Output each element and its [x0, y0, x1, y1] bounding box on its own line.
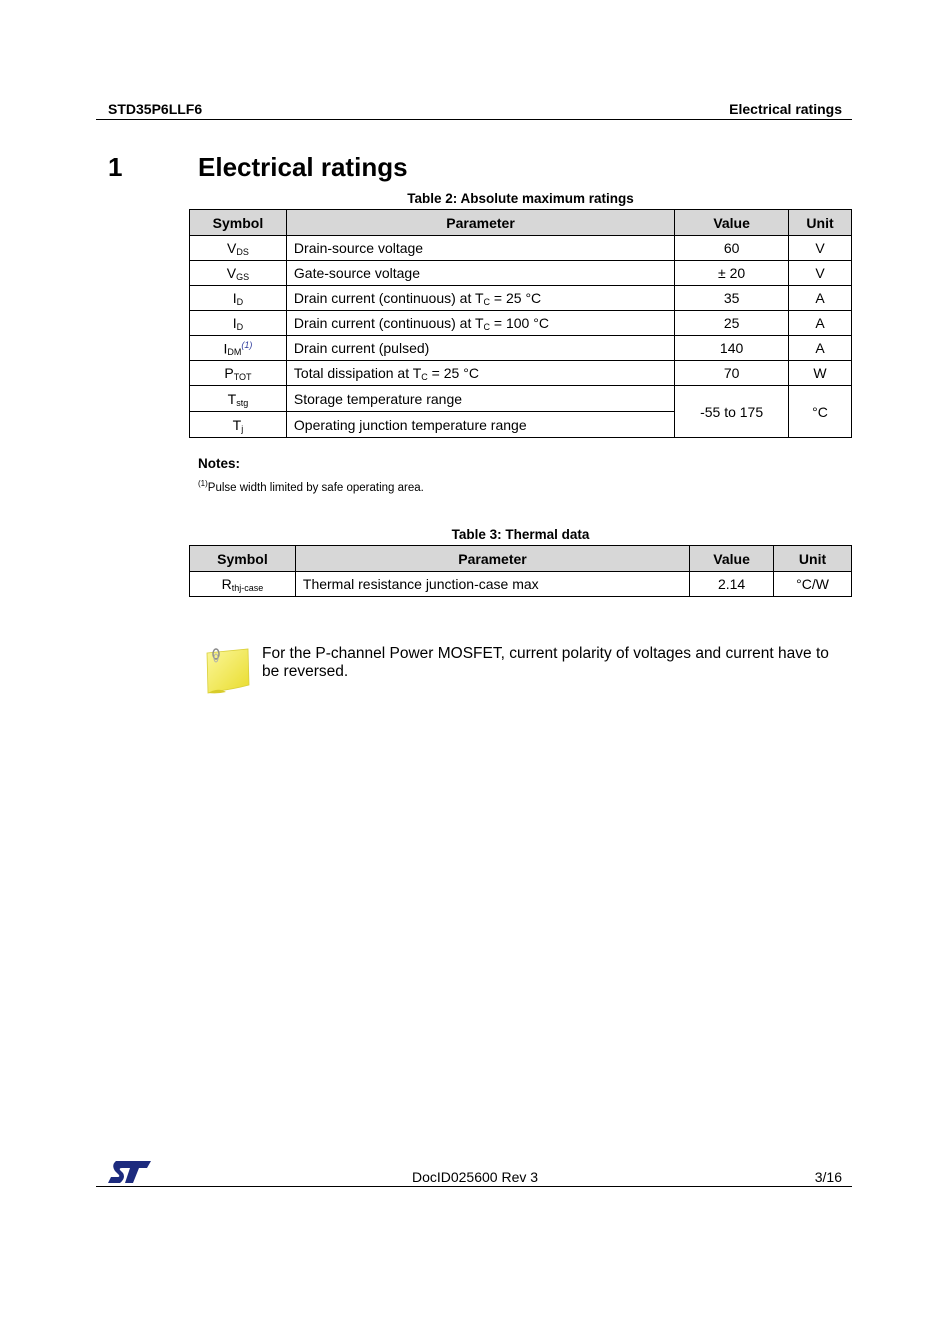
- section-number: 1: [108, 152, 123, 182]
- unit-cell: V: [789, 261, 852, 286]
- unit-cell: V: [789, 236, 852, 261]
- symbol-cell: $T_j$: [190, 412, 287, 438]
- table2-caption: Table 2: Absolute maximum ratings: [407, 191, 634, 206]
- table-row: [190, 572, 852, 597]
- parameter-cell: Storage temperature range: [286, 386, 674, 412]
- footer-divider: [96, 1186, 852, 1187]
- symbol-cell: $I_D$: [190, 311, 287, 336]
- value-cell: 60: [675, 236, 789, 261]
- header-section-title: Electrical ratings: [729, 101, 842, 117]
- table-row: [190, 336, 852, 361]
- header-divider: [96, 119, 852, 120]
- table-row: [190, 236, 852, 261]
- col-header-symbol: Symbol: [190, 210, 287, 236]
- parameter-cell: Gate-source voltage: [286, 261, 674, 286]
- thermal-data-table: [189, 545, 852, 597]
- footnote-1: $^{(1)}$Pulse width limited by safe operating area.: [198, 479, 424, 494]
- absolute-maximum-ratings-table: [189, 209, 852, 438]
- footer-doc-id: DocID025600 Rev 3: [411, 1169, 539, 1185]
- parameter-cell: Drain current (continuous) at $T_C = 25$ °C: [286, 286, 674, 311]
- unit-cell: A: [789, 311, 852, 336]
- symbol-cell: $I_D$: [190, 286, 287, 311]
- symbol-cell: $V_{DS}$: [190, 236, 287, 261]
- table-header-row: [190, 546, 852, 572]
- symbol-cell: $P_{TOT}$: [190, 361, 287, 386]
- symbol-cell: $R_{thj-case}$: [190, 572, 296, 597]
- unit-cell: °C/W: [774, 572, 852, 597]
- unit-cell: A: [789, 336, 852, 361]
- section-title: Electrical ratings: [198, 152, 408, 182]
- unit-cell: W: [789, 361, 852, 386]
- col-header-parameter: Parameter: [286, 210, 674, 236]
- parameter-cell: Drain current (continuous) at $T_C = 100$ °C: [286, 311, 674, 336]
- value-cell: 25: [675, 311, 789, 336]
- parameter-cell: Total dissipation at $T_C = 25$ °C: [286, 361, 674, 386]
- table-row: [190, 311, 852, 336]
- parameter-cell: Drain current (pulsed): [286, 336, 674, 361]
- parameter-cell: Thermal resistance junction-case max: [295, 572, 689, 597]
- parameter-cell: Drain-source voltage: [286, 236, 674, 261]
- notes-heading: Notes:: [198, 456, 241, 471]
- col-header-unit: Unit: [789, 210, 852, 236]
- table-row: [190, 361, 852, 386]
- value-cell: 70: [675, 361, 789, 386]
- footer-page-number: 3/16: [814, 1169, 842, 1185]
- footnote-link[interactable]: (1): [241, 339, 253, 350]
- table-header-row: [190, 210, 852, 236]
- col-header-value: Value: [675, 210, 789, 236]
- col-header-unit: Unit: [774, 546, 852, 572]
- table-row: [190, 261, 852, 286]
- col-header-symbol: Symbol: [190, 546, 296, 572]
- unit-cell: °C: [789, 386, 852, 438]
- col-header-value: Value: [690, 546, 774, 572]
- table-row: [190, 286, 852, 311]
- value-cell: -55 to 175: [675, 386, 789, 438]
- value-cell: 35: [675, 286, 789, 311]
- value-cell: 2.14: [690, 572, 774, 597]
- value-cell: 140: [675, 336, 789, 361]
- col-header-parameter: Parameter: [295, 546, 689, 572]
- note-text: For the P-channel Power MOSFET, current polarity of voltages and current have to be reversed.: [262, 645, 829, 680]
- sticky-note-icon: [204, 645, 252, 697]
- table-row: [190, 386, 852, 412]
- table3-caption: Table 3: Thermal data: [451, 527, 590, 542]
- symbol-cell: $V_{GS}$: [190, 261, 287, 286]
- value-cell: ± 20: [675, 261, 789, 286]
- symbol-cell: $T_{stg}$: [190, 386, 287, 412]
- header-part-number: STD35P6LLF6: [108, 101, 203, 117]
- symbol-cell: $I_{DM}^{(1)}$: [190, 336, 287, 361]
- unit-cell: A: [789, 286, 852, 311]
- parameter-cell: Operating junction temperature range: [286, 412, 674, 438]
